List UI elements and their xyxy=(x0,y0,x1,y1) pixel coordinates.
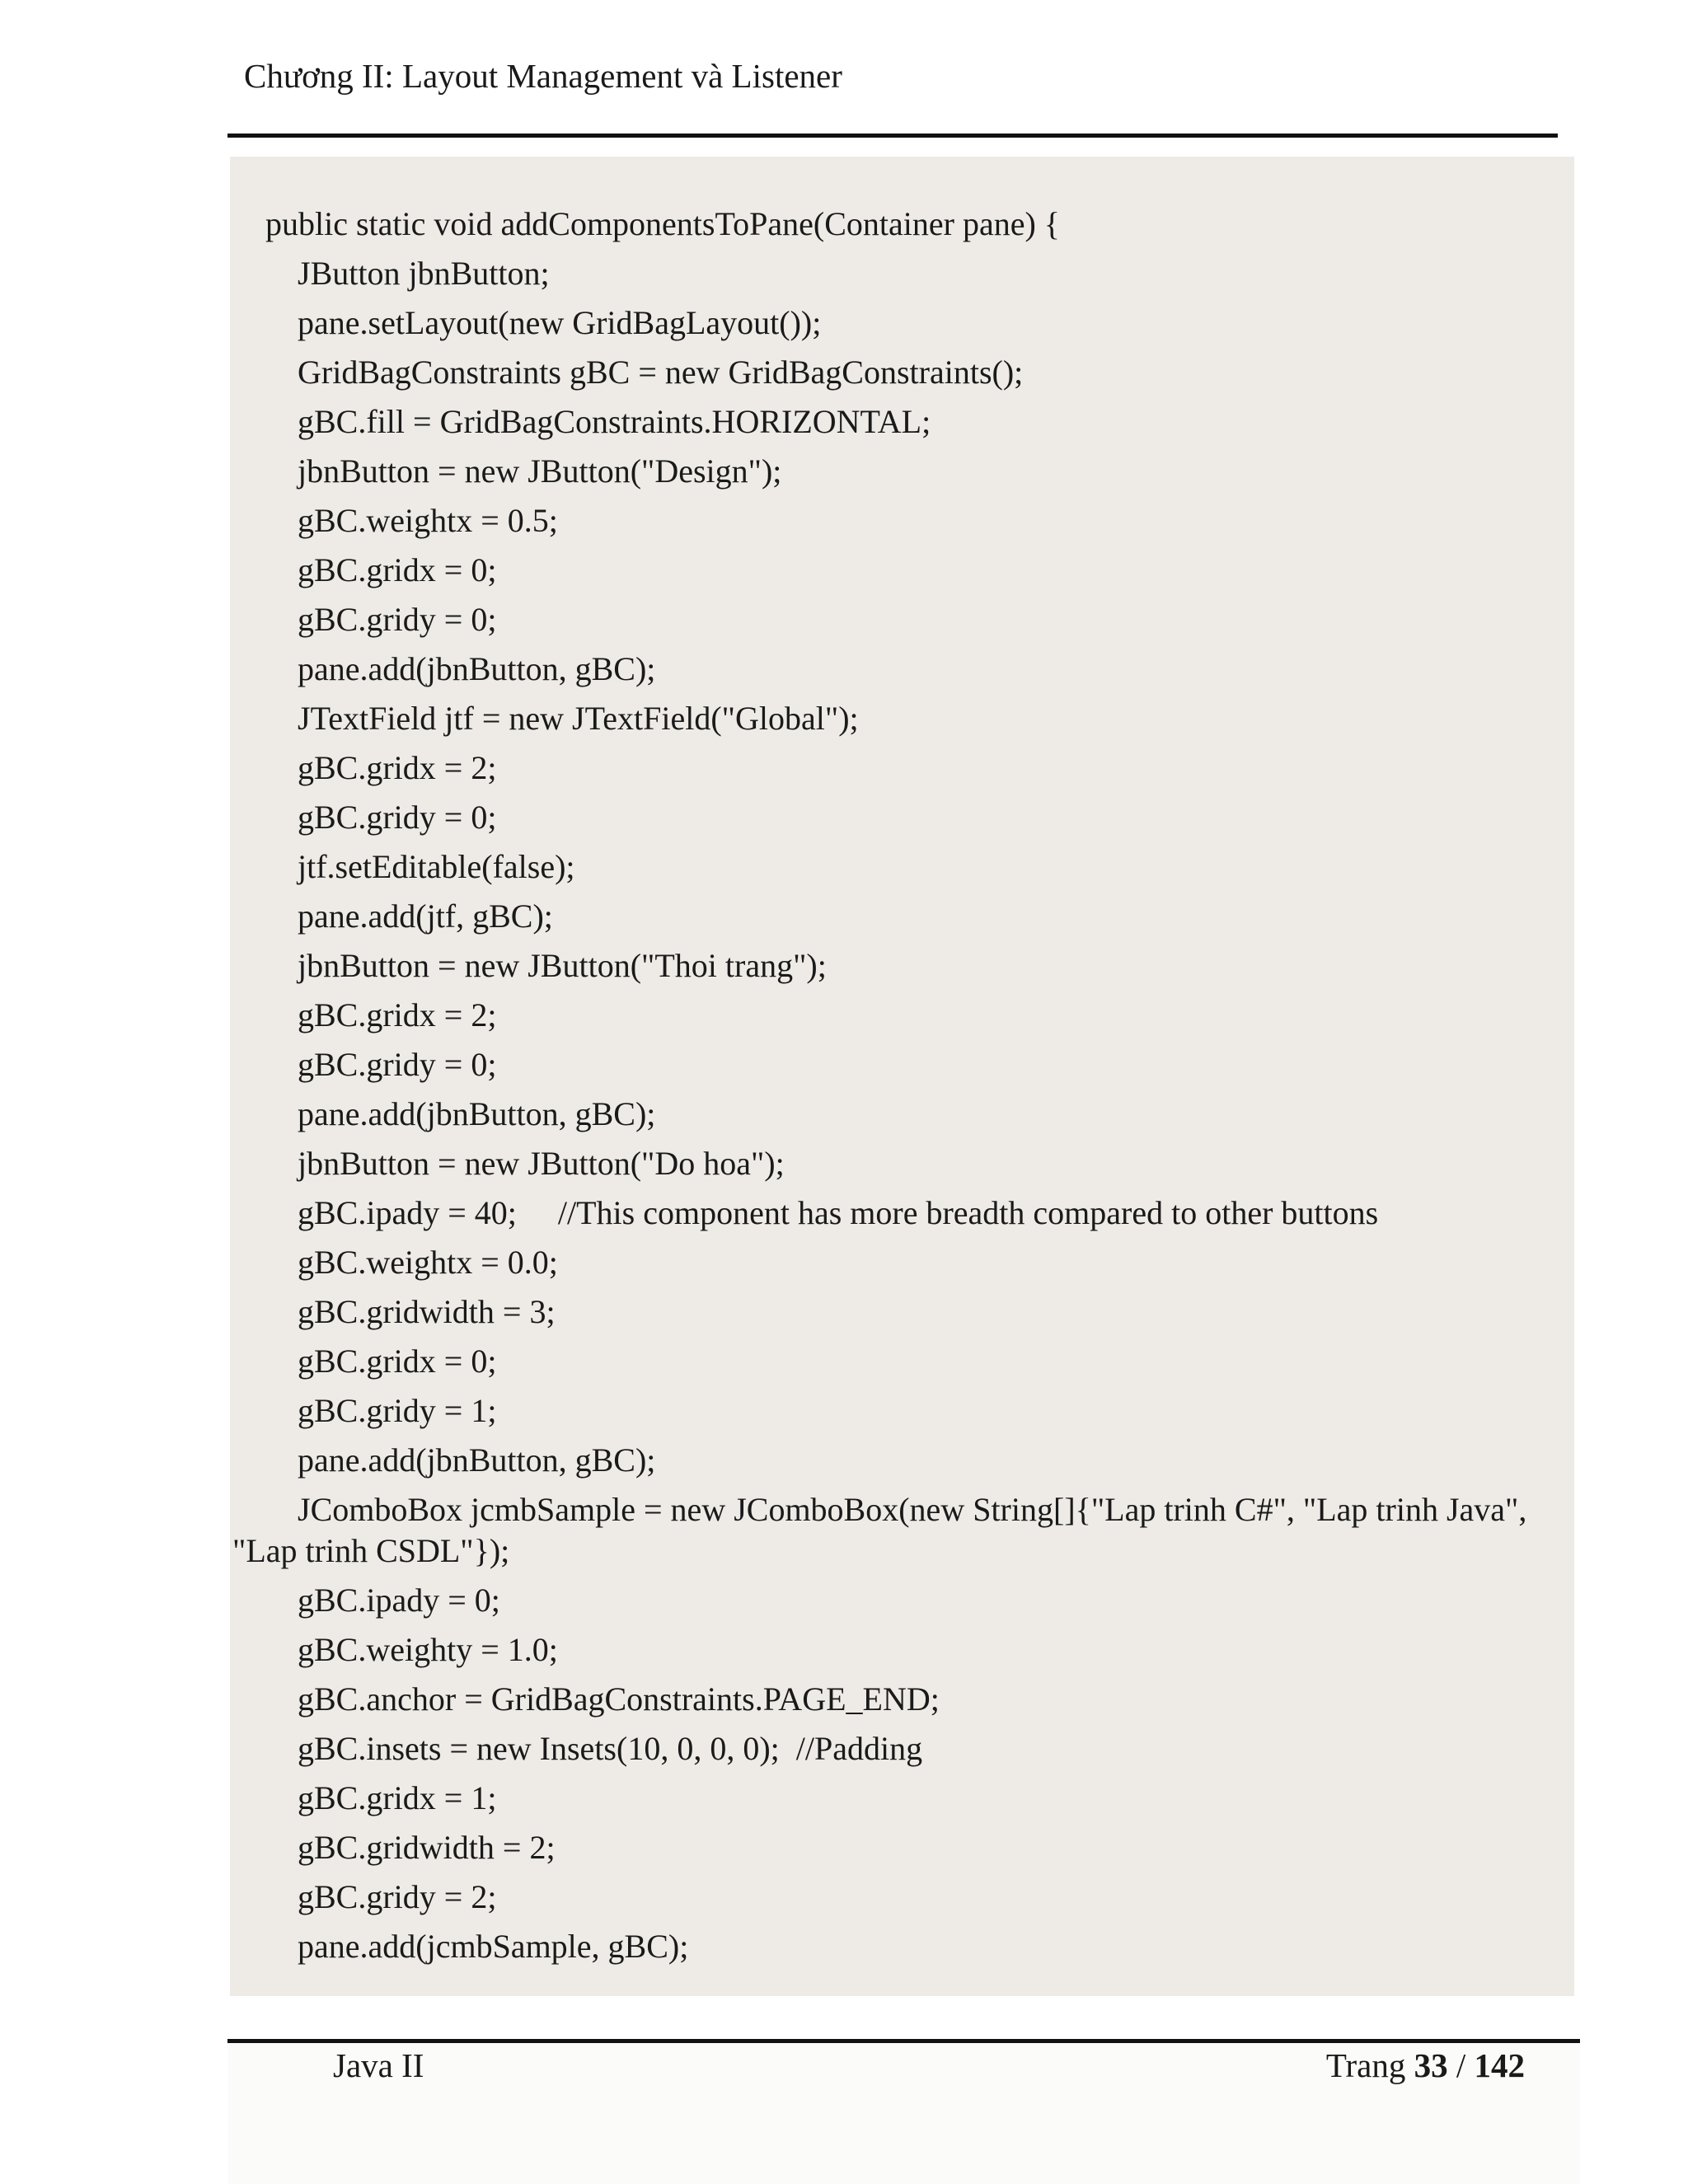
code-line: gBC.ipady = 0; xyxy=(298,1582,500,1619)
code-line: gBC.gridy = 1; xyxy=(298,1392,497,1429)
code-line: gBC.gridx = 2; xyxy=(298,996,497,1033)
code-line: gBC.gridx = 0; xyxy=(298,551,497,588)
code-line: gBC.gridx = 2; xyxy=(298,749,497,786)
code-line: gBC.anchor = GridBagConstraints.PAGE_END; xyxy=(298,1680,940,1718)
code-line: jbnButton = new JButton("Thoi trang"); xyxy=(298,947,827,984)
code-line: pane.add(jbnButton, gBC); xyxy=(298,1441,656,1479)
page-total: 142 xyxy=(1474,2046,1525,2084)
footer-divider xyxy=(227,2039,1580,2043)
footer-course-name: Java II xyxy=(333,2046,424,2084)
code-line: gBC.gridy = 0; xyxy=(298,601,497,638)
page-separator: / xyxy=(1456,2046,1466,2084)
code-line: gBC.weightx = 0.0; xyxy=(298,1244,558,1281)
code-line: JTextField jtf = new JTextField("Global"); xyxy=(298,700,859,737)
code-line: pane.setLayout(new GridBagLayout()); xyxy=(298,304,822,341)
page-header-title: Chương II: Layout Management và Listener xyxy=(244,57,842,95)
code-line: gBC.gridy = 2; xyxy=(298,1878,497,1915)
code-line: gBC.ipady = 40; //This component has more breadth compared to other buttons xyxy=(298,1194,1379,1231)
code-line: gBC.fill = GridBagConstraints.HORIZONTAL; xyxy=(298,403,931,440)
code-line: GridBagConstraints gBC = new GridBagConstraints(); xyxy=(298,354,1024,391)
code-line: jbnButton = new JButton("Design"); xyxy=(298,452,782,490)
code-line: gBC.gridx = 0; xyxy=(298,1343,497,1380)
page-number xyxy=(1326,2044,1525,2087)
code-line: pane.add(jbnButton, gBC); xyxy=(298,650,656,687)
code-line: gBC.weighty = 1.0; xyxy=(298,1631,558,1668)
header-divider xyxy=(227,134,1558,138)
code-line: jbnButton = new JButton("Do hoa"); xyxy=(298,1145,785,1182)
code-line: jtf.setEditable(false); xyxy=(298,848,575,885)
page-current: 33 xyxy=(1414,2046,1448,2084)
code-line: pane.add(jtf, gBC); xyxy=(298,898,553,935)
code-line: gBC.gridy = 0; xyxy=(298,799,497,836)
code-line: JButton jbnButton; xyxy=(298,255,550,292)
page-label: Trang xyxy=(1325,2046,1406,2084)
code-line: gBC.gridwidth = 2; xyxy=(298,1829,556,1866)
code-line: public static void addComponentsToPane(Container pane) { xyxy=(265,205,1060,242)
code-line: gBC.weightx = 0.5; xyxy=(298,502,558,539)
code-line: pane.add(jbnButton, gBC); xyxy=(298,1095,656,1132)
code-line: JComboBox jcmbSample = new JComboBox(new String[]{"Lap trinh C#", "Lap trinh Java", xyxy=(298,1491,1527,1528)
code-line: gBC.gridx = 1; xyxy=(298,1779,497,1816)
code-line: gBC.gridy = 0; xyxy=(298,1046,497,1083)
code-line: gBC.insets = new Insets(10, 0, 0, 0); //Padding xyxy=(298,1730,923,1767)
code-line: pane.add(jcmbSample, gBC); xyxy=(298,1928,689,1965)
code-line: "Lap trinh CSDL"}); xyxy=(232,1532,510,1569)
code-line: gBC.gridwidth = 3; xyxy=(298,1293,556,1330)
